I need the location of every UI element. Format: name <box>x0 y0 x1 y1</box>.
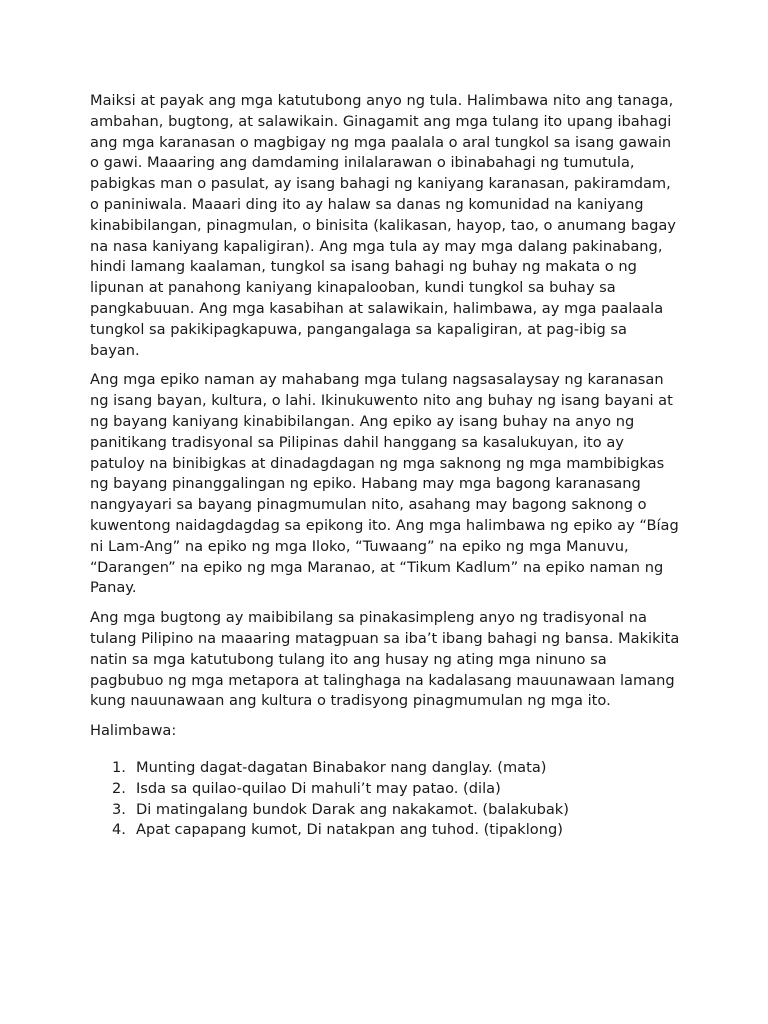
list-item-number: 1. <box>112 758 126 776</box>
list-item <box>90 779 680 800</box>
examples-list <box>90 758 680 841</box>
list-item-number: 2. <box>112 779 126 797</box>
list-item <box>90 800 680 821</box>
list-item-text: Munting dagat-dagatan Binabakor nang danglay. (mata) <box>136 758 547 776</box>
paragraph-epiko: Ang mga epiko naman ay mahabang mga tulang nagsasalaysay ng karanasan ng isang bayan, kultura, o lahi. Ikinukuwento nito ang buhay ng isang bayani at ng bayang kaniyang kinabibilangan. Ang epiko ay isang buhay na anyo ng panitikang tradisyonal sa Pilipinas dahil hanggang sa kasalukuyan, ito ay patuloy na binibigkas at dinadagdagan ng mga saknong ng mga mambibigkas ng bayang pinanggalingan ng epiko. Habang may mga bagong karanasang nangyayari sa bayang pinagmumulan nito, asahang may bagong saknong o kuwentong naidagdagdag sa epikong ito. Ang mga halimbawa ng epiko ay “Bíag ni Lam-Ang” na epiko ng mga Iloko, “Tuwaang” na epiko ng mga Manuvu, “Darangen” na epiko ng mga Maranao, at “Tikum Kadlum” na epiko naman ng Panay. <box>90 371 679 597</box>
list-item-number: 4. <box>112 821 126 839</box>
list-item-text: Di matingalang bundok Darak ang nakakamot. (balakubak) <box>136 800 569 818</box>
list-item-text: Apat capapang kumot, Di natakpan ang tuhod. (tipaklong) <box>136 821 563 839</box>
list-item-text: Isda sa quilao-quilao Di mahuli’t may patao. (dila) <box>136 779 501 797</box>
examples-label: Halimbawa: <box>90 722 177 740</box>
list-item-number: 3. <box>112 800 126 818</box>
list-item <box>90 820 680 841</box>
list-item <box>90 758 680 779</box>
document-page <box>90 91 680 841</box>
paragraph-bugtong: Ang mga bugtong ay maibibilang sa pinakasimpleng anyo ng tradisyonal na tulang Pilipino na maaaring matagpuan sa iba’t ibang bahagi ng bansa. Makikita natin sa mga katutubong tulang ito ang husay ng ating mga ninuno sa pagbubuo ng mga metapora at talinghaga na kadalasang mauunawaan lamang kung nauunawaan ang kultura o tradisyong pinagmumulan ng mga ito. <box>90 609 680 710</box>
paragraph-katutubong-tula: Maiksi at payak ang mga katutubong anyo ng tula. Halimbawa nito ang tanaga, ambahan, bugtong, at salawikain. Ginagamit ang mga tulang ito upang ibahagi ang mga karanasan o magbigay ng mga paalala o aral tungkol sa isang gawain o gawi. Maaaring ang damdaming inilalarawan o ibinabahagi ng tumutula, pabigkas man o pasulat, ay isang bahagi ng kaniyang karanasan, pakiramdam, o paniniwala. Maaari ding ito ay halaw sa danas ng komunidad na kaniyang kinabibilangan, pinagmulan, o binisita (kalikasan, hayop, tao, o anumang bagay na nasa kaniyang kapaligiran). Ang mga tula ay may mga dalang pakinabang, hindi lamang kaalaman, tungkol sa isang bahagi ng buhay ng makata o ng lipunan at panahong kaniyang kinapalooban, kundi tungkol sa buhay sa pangkabuuan. Ang mga kasabihan at salawikain, halimbawa, ay mga paalaala tungkol sa pakikipagkapuwa, pangangalaga sa kapaligiran, at pag-ibig sa bayan. <box>90 92 676 359</box>
